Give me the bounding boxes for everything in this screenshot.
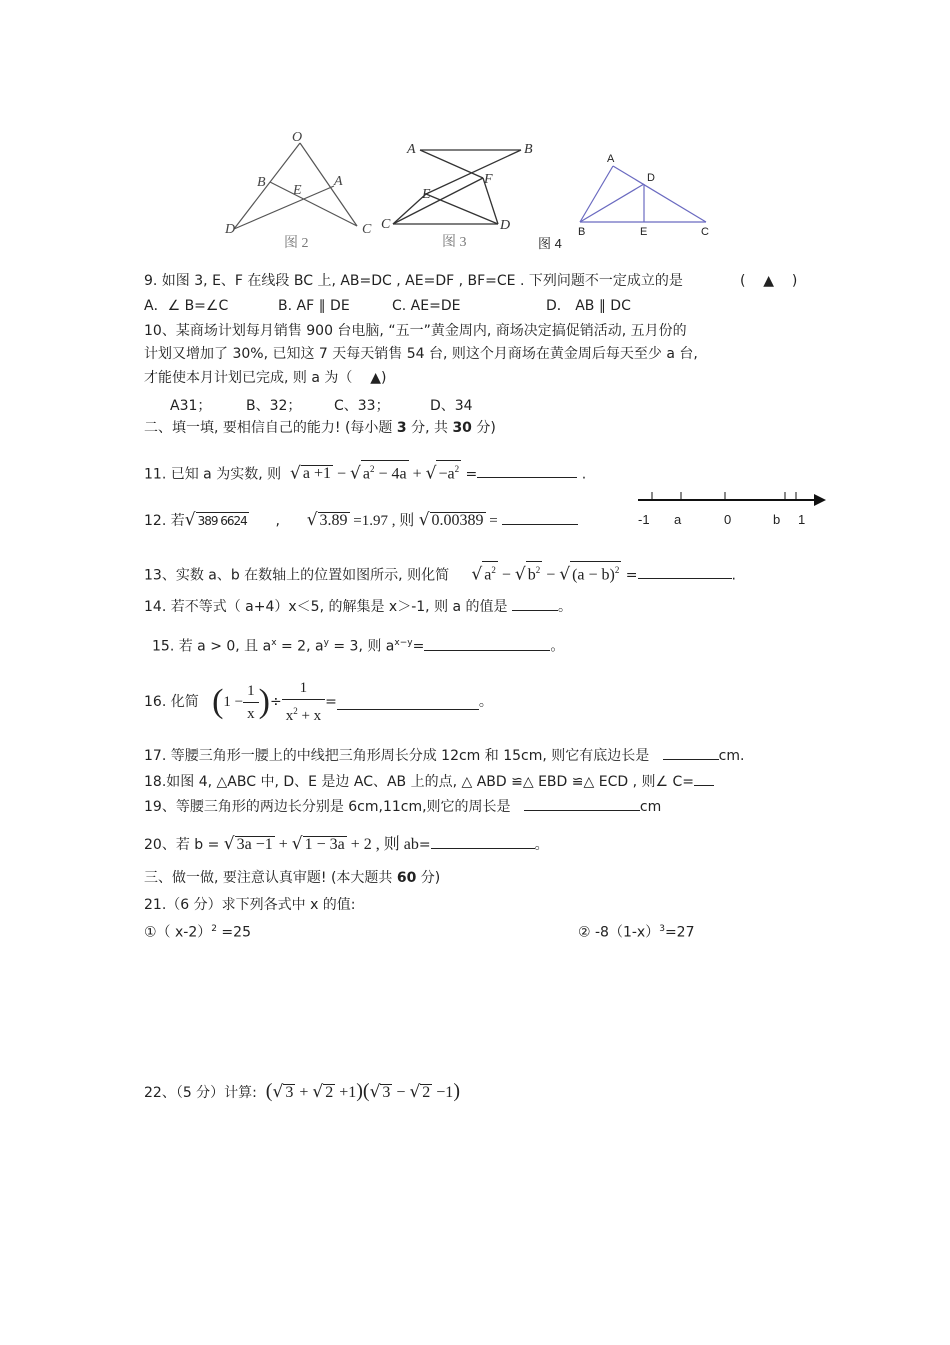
period: .: [731, 567, 736, 584]
paren-open: (: [740, 273, 746, 289]
fig4-label-A: A: [607, 153, 615, 165]
q17-line: [144, 745, 744, 765]
q19-text: 19、等腰三角形的两边长分别是 6cm,11cm,则它的周长是: [144, 799, 511, 815]
q13-radical-3: [570, 561, 621, 583]
q21-p1-rest: =25: [216, 924, 251, 941]
q13-prefix: 13、实数 a、b 在数轴上的位置如图所示, 则化简: [144, 567, 450, 584]
fig4-label-D: D: [647, 172, 655, 184]
q20-radical-1: 3a −1: [236, 836, 273, 853]
q22-radical-1: 3: [285, 1084, 294, 1101]
exponent: 2: [211, 924, 217, 934]
plus-one: +1: [335, 1084, 357, 1101]
fig2-label-C: C: [362, 222, 372, 237]
q9-stem: 9. 如图 3, E、F 在线段 BC 上, AB=DC , AE=DF , BF=CE . 下列问题不一定成立的是: [144, 273, 683, 289]
triangle-marker-icon: ▲: [370, 370, 381, 386]
plus: +: [408, 465, 426, 483]
q13-radical-2: [526, 561, 543, 583]
sec3-text-a: 三、做一做, 要注意认真审题! (本大题共: [144, 870, 397, 886]
minus-one: −1: [432, 1084, 454, 1101]
q21-part-2: [578, 920, 695, 942]
fig3-label-A: A: [407, 142, 416, 157]
q22-radical-2: 2: [325, 1084, 334, 1101]
q18-text: 18.如图 4, △ABC 中, D、E 是边 AC、AB 上的点, △ ABD ≌△ EBD ≌△ ECD , 则∠ C=: [144, 774, 694, 790]
q14-line: [144, 596, 572, 616]
q21-p2-rest: =27: [664, 924, 695, 941]
q17-unit: cm.: [718, 748, 745, 764]
q16-numerator-1: 1: [243, 680, 259, 703]
period: 。: [550, 638, 565, 655]
section-2-heading: [144, 419, 496, 437]
q18-line: [144, 771, 714, 791]
fig3-caption: 图 3: [442, 235, 467, 250]
fig2-caption: 图 2: [284, 236, 309, 251]
figure-4: [536, 150, 716, 254]
q19-line: [144, 796, 661, 816]
exponent-x: x: [271, 638, 277, 648]
q22-prefix: 22、（5 分）计算:: [144, 1085, 257, 1101]
paren-close: ): [791, 273, 798, 289]
q16-numerator-2: 1: [282, 677, 325, 700]
q10-option-b: B、32；: [246, 398, 302, 414]
q13-line: 13、实数 a、b 在数轴上的位置如图所示, 则化简 √ $a^2$ − √ $b^2$ − √ $(a - b)^2$ = .: [144, 561, 736, 584]
q22-line: 22、（5 分）计算: (√ 3 + √ 2 +1)(√ 3 − √ 2 −1): [144, 1080, 460, 1102]
q18-answer-blank[interactable]: [694, 771, 714, 786]
q16-denominator-2: [282, 700, 325, 727]
figure-3: [378, 134, 538, 254]
q19-answer-blank[interactable]: [524, 796, 640, 811]
numberline-label-one: 1: [798, 512, 806, 527]
fig2-label-D: D: [225, 222, 236, 237]
period: 。: [478, 694, 493, 710]
q12-prefix: 12. 若: [144, 513, 185, 529]
right-paren: ): [356, 1080, 363, 1102]
sec2-score-each: 3: [396, 420, 407, 436]
q19-unit: cm: [639, 799, 662, 815]
q12-radical-1: 389 6624: [197, 514, 247, 528]
minus: −: [497, 566, 515, 584]
sec2-score-total: 30: [452, 420, 472, 436]
q15-prefix: 15. 若 a > 0, 且 a: [152, 638, 272, 655]
q9-option-a: A．∠ B=∠C: [144, 298, 229, 314]
q11-radical-2: [361, 460, 409, 482]
equals: =: [461, 466, 478, 483]
exponent: 2: [454, 464, 460, 474]
q13-r2-base: b: [527, 566, 536, 584]
fig2-label-E: E: [293, 183, 302, 198]
q10-line-2: 计划又增加了 30%, 已知这 7 天每天销售 54 台, 则这个月商场在黄金周后每天至少 a 台,: [144, 346, 698, 362]
period: 。: [558, 599, 573, 615]
fig4-label-C: C: [701, 226, 709, 238]
q12-line: 12. 若√ 389 6624 , √ 3.89 =1.97 , 则 √ 0.00389 =: [144, 510, 578, 530]
q9-option-b: B. AF ∥ DE: [278, 298, 350, 314]
sec3-score: 60: [396, 870, 417, 886]
comma: ,: [275, 513, 280, 529]
q20-prefix: 20、若 b =: [144, 837, 220, 853]
exponent-y: y: [323, 638, 329, 648]
q15-mid-2: = 3, 则 a: [328, 638, 395, 655]
minus: −: [332, 465, 351, 483]
q11-line: 11. 已知 a 为实数, 则 √ a +1 − √ $a^2 - 4a$ + √ $-a^2$ = .: [144, 460, 586, 483]
q16-line: [144, 677, 493, 727]
exponent: 3: [659, 924, 665, 934]
equals: =: [412, 638, 425, 655]
q20-answer-blank[interactable]: [431, 834, 535, 849]
q9-option-c: C. AE=DE: [392, 298, 461, 314]
exponent-x-minus-y: x−y: [394, 638, 413, 648]
paren-close: ): [380, 370, 387, 386]
q15-mid-1: = 2, a: [276, 638, 324, 655]
sec2-text-a: 二、填一填, 要相信自己的能力! (每小题: [144, 420, 397, 436]
q16-one-minus: 1 −: [223, 694, 244, 710]
q10-line-3-text: 才能使本月计划已完成, 则 a 为（: [144, 370, 353, 386]
q20-tail: + 2 , 则 ab: [346, 836, 419, 853]
exponent: 2: [369, 464, 375, 474]
q10-option-a: A31；: [170, 398, 212, 414]
q11-radical-1: a +1: [302, 465, 331, 483]
q16-answer-blank[interactable]: [337, 695, 479, 710]
q11-prefix: 11. 已知 a 为实数, 则: [144, 466, 282, 483]
q10-line-1: 10、某商场计划每月销售 900 台电脑, “五一”黄金周内, 商场决定搞促销活动, 五月份的: [144, 323, 687, 339]
minus: −: [542, 566, 560, 584]
q21-title: 21.（6 分）求下列各式中 x 的值:: [144, 897, 356, 913]
exponent: 2: [293, 706, 298, 716]
q15-answer-blank[interactable]: [424, 636, 550, 651]
equals: =: [418, 837, 431, 853]
fig4-caption: 图 4: [538, 236, 562, 251]
numberline-label-a: a: [674, 512, 682, 527]
q17-answer-blank[interactable]: [663, 745, 719, 760]
q16-den-plus-x: + x: [297, 708, 322, 724]
left-paren: (: [212, 683, 224, 720]
plus: +: [295, 1084, 313, 1101]
fig3-label-E: E: [422, 187, 431, 202]
fig2-label-B: B: [257, 175, 266, 190]
q16-fraction-1: [243, 680, 259, 725]
fig3-label-D: D: [500, 218, 511, 233]
q17-text: 17. 等腰三角形一腰上的中线把三角形周长分成 12cm 和 15cm, 则它有底边长是: [144, 748, 650, 764]
equals: =: [325, 694, 337, 710]
section-3-heading: [144, 869, 440, 887]
q9-stem-line: [144, 272, 683, 290]
q20-line: 20、若 b = √ 3a −1 + √ 1 − 3a + 2 , 则 ab= 。: [144, 834, 549, 854]
q9-answer-paren: [740, 272, 797, 290]
q9-option-d: D． AB ∥ DC: [546, 298, 631, 314]
fig3-label-F: F: [484, 172, 493, 187]
q10-line-3: [144, 369, 386, 387]
q11-r3-base: −a: [438, 465, 455, 483]
q12-answer-blank[interactable]: [502, 510, 578, 525]
q21-p1-base: ①（ x-2）: [144, 924, 212, 941]
divide: ÷: [269, 694, 282, 710]
q14-text: 14. 若不等式（ a+4）x＜5, 的解集是 x＞-1, 则 a 的值是: [144, 599, 508, 615]
period: 。: [534, 837, 549, 853]
right-paren: ): [258, 683, 270, 720]
fig2-label-A: A: [334, 174, 343, 189]
exponent: 2: [535, 565, 541, 575]
minus: −: [392, 1084, 410, 1101]
q11-r2-base: a: [362, 465, 370, 483]
exponent: 2: [614, 565, 620, 575]
sec2-text-c: 分): [471, 420, 496, 436]
triangle-marker-icon: ▲: [763, 273, 775, 289]
sec2-text-b: 分, 共: [406, 420, 453, 436]
left-paren: (: [265, 1080, 273, 1102]
q21-part-1: [144, 920, 251, 942]
period: .: [581, 466, 587, 483]
q11-radical-3: [436, 460, 461, 482]
q13-radical-1: [482, 561, 498, 583]
q16-prefix: 16. 化简: [144, 694, 199, 710]
q16-fraction-2: [282, 677, 325, 727]
figure-2: [222, 126, 382, 254]
q12-radical-2: 3.89: [319, 512, 348, 529]
q15-line: [152, 634, 564, 656]
fig3-label-B: B: [524, 142, 533, 157]
q20-radical-2: 1 − 3a: [304, 836, 345, 853]
q13-r1-base: a: [484, 566, 492, 584]
q12-result-text: =1.97 , 则: [349, 513, 415, 529]
q11-r2-rest: − 4a: [374, 465, 407, 483]
q14-answer-blank[interactable]: [512, 596, 558, 611]
q12-radical-3: 0.00389: [431, 512, 484, 529]
q16-den-x: x: [285, 708, 294, 724]
q11-answer-blank[interactable]: [477, 463, 577, 478]
numberline-label-minus-one: -1: [638, 512, 650, 527]
numberline-label-zero: 0: [724, 512, 732, 527]
equals: =: [621, 567, 638, 584]
q13-answer-blank[interactable]: [638, 564, 732, 579]
q21-p2-base: ② -8（1-x）: [578, 924, 660, 941]
numberline-label-b: b: [773, 512, 781, 527]
q22-radical-3: 3: [382, 1084, 391, 1101]
equals: =: [485, 513, 498, 529]
fig4-label-E: E: [640, 226, 648, 238]
number-line: [630, 488, 830, 532]
q22-radical-4: 2: [422, 1084, 431, 1101]
fig3-label-C: C: [381, 217, 391, 232]
q10-option-d: D、34: [430, 398, 473, 414]
plus: +: [274, 836, 292, 853]
left-paren: (: [362, 1080, 370, 1102]
fig4-label-B: B: [578, 226, 586, 238]
q10-option-c: C、33；: [334, 398, 390, 414]
fig2-label-O: O: [292, 130, 303, 145]
right-paren: ): [453, 1080, 460, 1102]
q16-denominator-1: x: [247, 705, 255, 722]
q13-r3-base: (a − b): [572, 566, 615, 584]
sec3-text-b: 分): [416, 870, 441, 886]
exponent: 2: [491, 565, 496, 575]
